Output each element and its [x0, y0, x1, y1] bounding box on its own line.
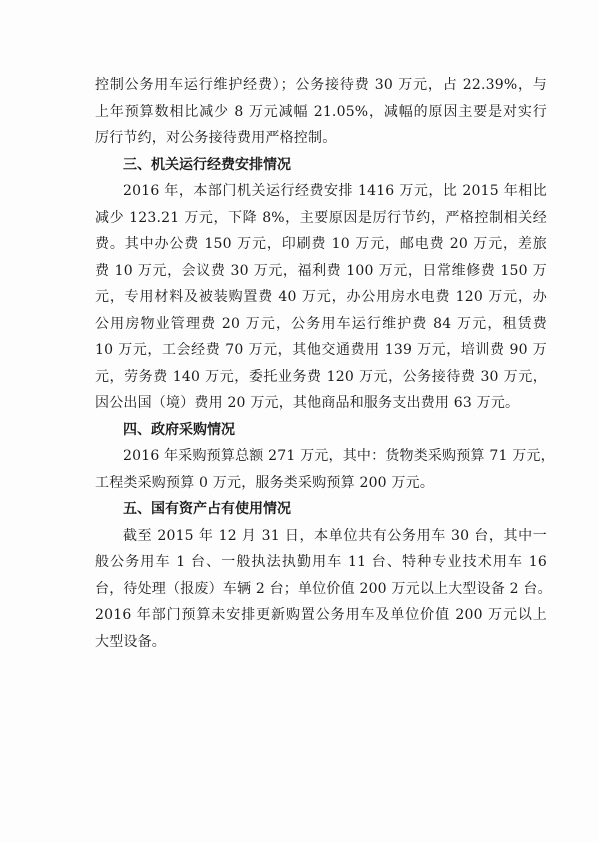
text-line: 元，专用材料及被装购置费 40 万元，办公用房水电费 120 万元，办	[95, 289, 547, 305]
text-line: 元，劳务费 140 万元，委托业务费 120 万元，公务接待费 30 万元，	[95, 368, 547, 385]
text-line: 般公务用车 1 台、一般执法执勤用车 11 台、特种专业技术用车 16	[95, 554, 547, 570]
section-state-assets	[95, 496, 552, 655]
document-body	[95, 72, 555, 655]
text-line: 费 10 万元，会议费 30 万元，福利费 100 万元，日常维修费 150 万	[95, 262, 547, 279]
intro-paragraph	[95, 72, 547, 152]
text-line: 截至 2015 年 12 月 31 日，本单位共有公务用车 30 台，其中一	[123, 527, 547, 544]
section-operating-expenses	[95, 152, 547, 417]
text-line: 2016 年，本部门机关运行经费安排 1416 万元，比 2015 年相比	[123, 183, 547, 199]
text-line: 2016 年采购预算总额 271 万元，其中：货物类采购预算 71 万元，	[123, 448, 555, 464]
text-line: 大型设备。	[95, 633, 166, 650]
text-line: 减少 123.21 万元，下降 8%，主要原因是厉行节约，严格控制相关经	[95, 209, 547, 226]
text-line: 台，待处理（报废）车辆 2 台；单位价值 200 万元以上大型设备 2 台。	[95, 580, 552, 597]
text-line: 上年预算数相比减少 8 万元减幅 21.05%，减幅的原因主要是对实行	[95, 103, 547, 120]
text-line: 费。其中办公费 150 万元，印刷费 10 万元，邮电费 20 万元，差旅	[95, 236, 547, 252]
text-line: 厉行节约，对公务接待费用严格控制。	[95, 130, 337, 146]
text-line: 因公出国（境）费用 20 万元，其他商品和服务支出费用 63 万元。	[95, 395, 520, 411]
text-line: 工程类采购预算 0 万元，服务类采购预算 200 万元。	[95, 474, 435, 491]
section-heading: 三、机关运行经费安排情况	[123, 156, 291, 173]
section-government-procurement	[95, 417, 555, 497]
text-line: 10 万元，工会经费 70 万元，其他交通费用 139 万元，培训费 90 万	[95, 342, 547, 358]
section-heading: 四、政府采购情况	[123, 421, 235, 438]
text-line: 公用房物业管理费 20 万元，公务用车运行维护费 84 万元，租赁费	[95, 315, 547, 332]
text-line: 2016 年部门预算未安排更新购置公务用车及单位价值 200 万元以上	[95, 607, 547, 623]
section-heading: 五、国有资产占有使用情况	[123, 501, 291, 517]
text-line: 控制公务用车运行维护经费）；公务接待费 30 万元，占 22.39%，与	[95, 77, 547, 93]
